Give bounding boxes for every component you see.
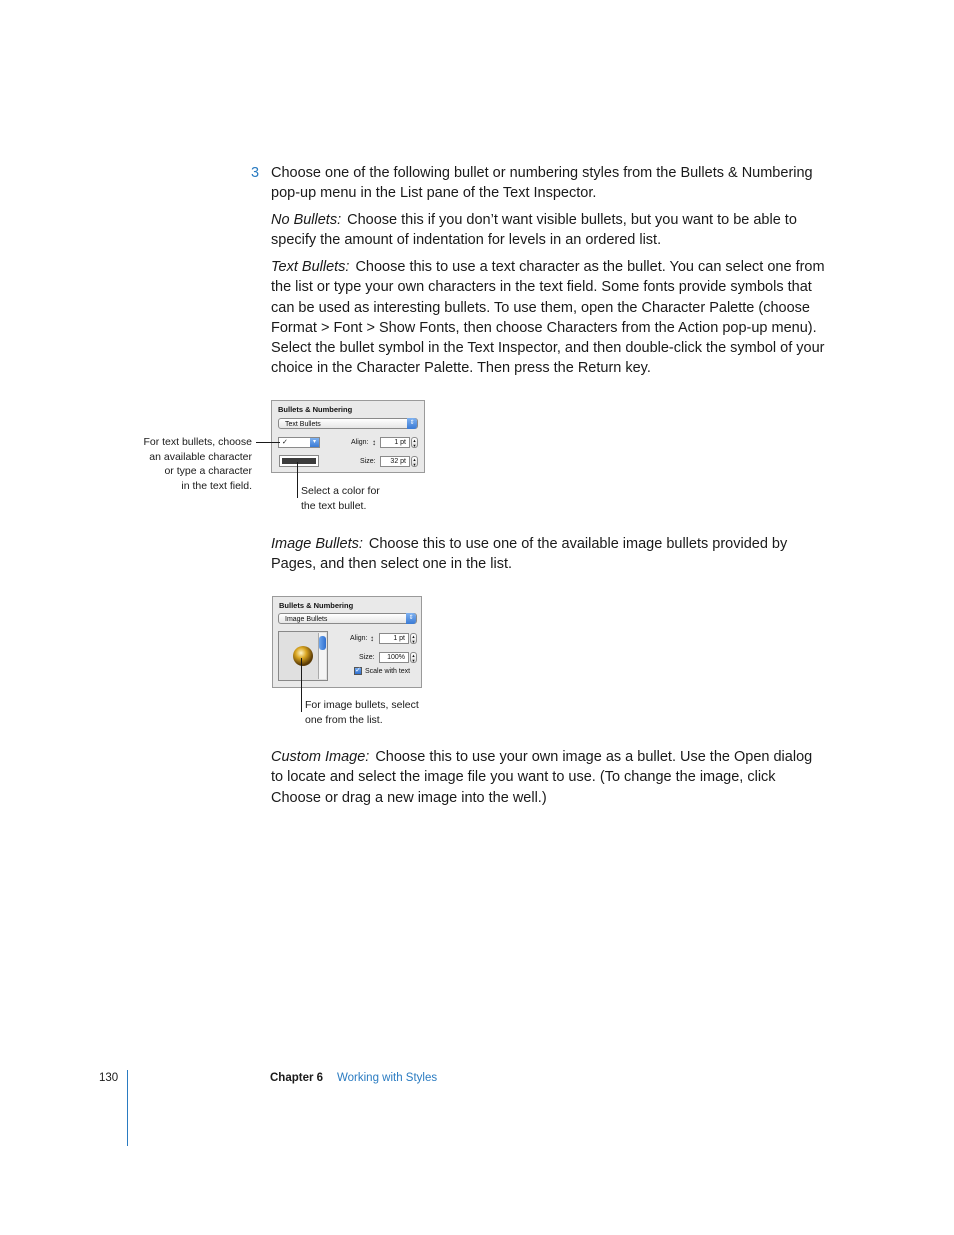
scale-with-text-label: Scale with text [365, 668, 411, 675]
color-swatch-fill [282, 458, 316, 464]
image-bullets-paragraph [271, 534, 827, 575]
text-bullets-paragraph [271, 257, 827, 379]
image-bullets-term: Image Bullets: [271, 536, 363, 552]
panel-title: Bullets & Numbering [278, 405, 353, 414]
footer-divider [127, 1070, 128, 1146]
size-field[interactable]: 100% [379, 652, 409, 663]
image-bullets-text: Choose this to use one of the available image bullets provided by Pages, and then select one in the list. [271, 536, 788, 573]
size-stepper[interactable]: ▲ ▼ [412, 457, 417, 467]
no-bullets-text: Choose this if you don’t want visible bullets, but you want to be able to specify the amount of indentation for levels in an ordered list. [271, 212, 797, 249]
chapter-label: Chapter 6 [270, 1072, 324, 1084]
callout-line: For text bullets, choose [143, 436, 252, 448]
align-stepper[interactable]: ▲ ▼ [411, 634, 416, 644]
bullet-character-value: ✓ [282, 439, 288, 446]
text-bullets-text: Choose this to use a text character as the bullet. You can select one from the list or type your own characters in the text field. Some fonts provide symbols that can be used as interesting bullets. To use them, open the Character Palette (choose Format > Font > Show Fonts, then choose Characters from the Action pop-up menu). Select the bullet symbol in the Text Inspector, and then double-click the symbol of your choice in the Character Palette. Then press the Return key. [271, 259, 825, 377]
no-bullets-term: No Bullets: [271, 212, 342, 228]
callout-line: in the text field. [181, 479, 252, 492]
bullet-color-well[interactable] [279, 455, 319, 467]
bullets-style-popup[interactable] [278, 418, 418, 429]
size-label: Size: [360, 458, 376, 465]
callout-line: the text bullet. [301, 499, 367, 512]
callout-line: an available character [149, 450, 252, 463]
align-arrows-icon: ↕ [372, 438, 376, 447]
custom-image-term: Custom Image: [271, 749, 370, 765]
size-field[interactable]: 32 pt [380, 456, 410, 467]
step-text: Choose one of the following bullet or numbering styles from the Bullets & Numbering pop-up menu in the List pane of the Text Inspector. [271, 165, 813, 202]
align-field[interactable]: 1 pt [380, 437, 410, 448]
popup-value: Text Bullets [285, 421, 321, 428]
align-label: Align: [350, 635, 368, 642]
text-bullets-term: Text Bullets: [271, 259, 350, 275]
callout-line: Select a color for [301, 485, 380, 497]
popup-arrows-icon: ⇕ [407, 418, 417, 429]
popup-arrows-icon: ⇕ [406, 613, 416, 624]
callout-image-list [305, 698, 455, 727]
callout-line: or type a character [164, 465, 252, 478]
align-field[interactable]: 1 pt [379, 633, 409, 644]
callout-leader-line [256, 442, 280, 443]
callout-leader-line [301, 658, 302, 712]
chevron-down-icon[interactable]: ▾ [310, 438, 319, 447]
image-bullet-list[interactable] [278, 631, 328, 681]
no-bullets-paragraph [271, 210, 827, 251]
step-number: 3 [251, 165, 260, 181]
custom-image-paragraph [271, 747, 827, 808]
callout-color-well [301, 484, 441, 513]
size-label: Size: [359, 654, 375, 661]
align-label: Align: [351, 439, 369, 446]
popup-value: Image Bullets [285, 616, 328, 623]
custom-image-text: Choose this to use your own image as a bullet. Use the Open dialog to locate and select the image file you want to use. (To change the image, click Choose or drag a new image into the well.) [271, 749, 813, 806]
image-bullets-inspector [272, 596, 422, 688]
panel-title: Bullets & Numbering [279, 601, 354, 610]
chapter-title: Working with Styles [337, 1072, 438, 1084]
bullet-character-field[interactable] [278, 437, 320, 448]
callout-text-field [120, 435, 252, 493]
callout-line: one from the list. [305, 713, 383, 726]
page-number: 130 [99, 1072, 119, 1084]
bullets-style-popup[interactable] [278, 613, 417, 624]
callout-leader-line [297, 462, 298, 498]
align-stepper[interactable]: ▲ ▼ [412, 438, 417, 448]
size-stepper[interactable]: ▲ ▼ [411, 653, 416, 663]
scrollbar-thumb[interactable] [319, 636, 326, 650]
callout-line: For image bullets, select [305, 699, 419, 711]
align-arrows-icon: ↕ [370, 634, 374, 643]
text-bullets-inspector [271, 400, 425, 473]
list-scrollbar[interactable] [318, 633, 326, 679]
scale-with-text-checkbox[interactable]: ✓ [355, 667, 361, 674]
